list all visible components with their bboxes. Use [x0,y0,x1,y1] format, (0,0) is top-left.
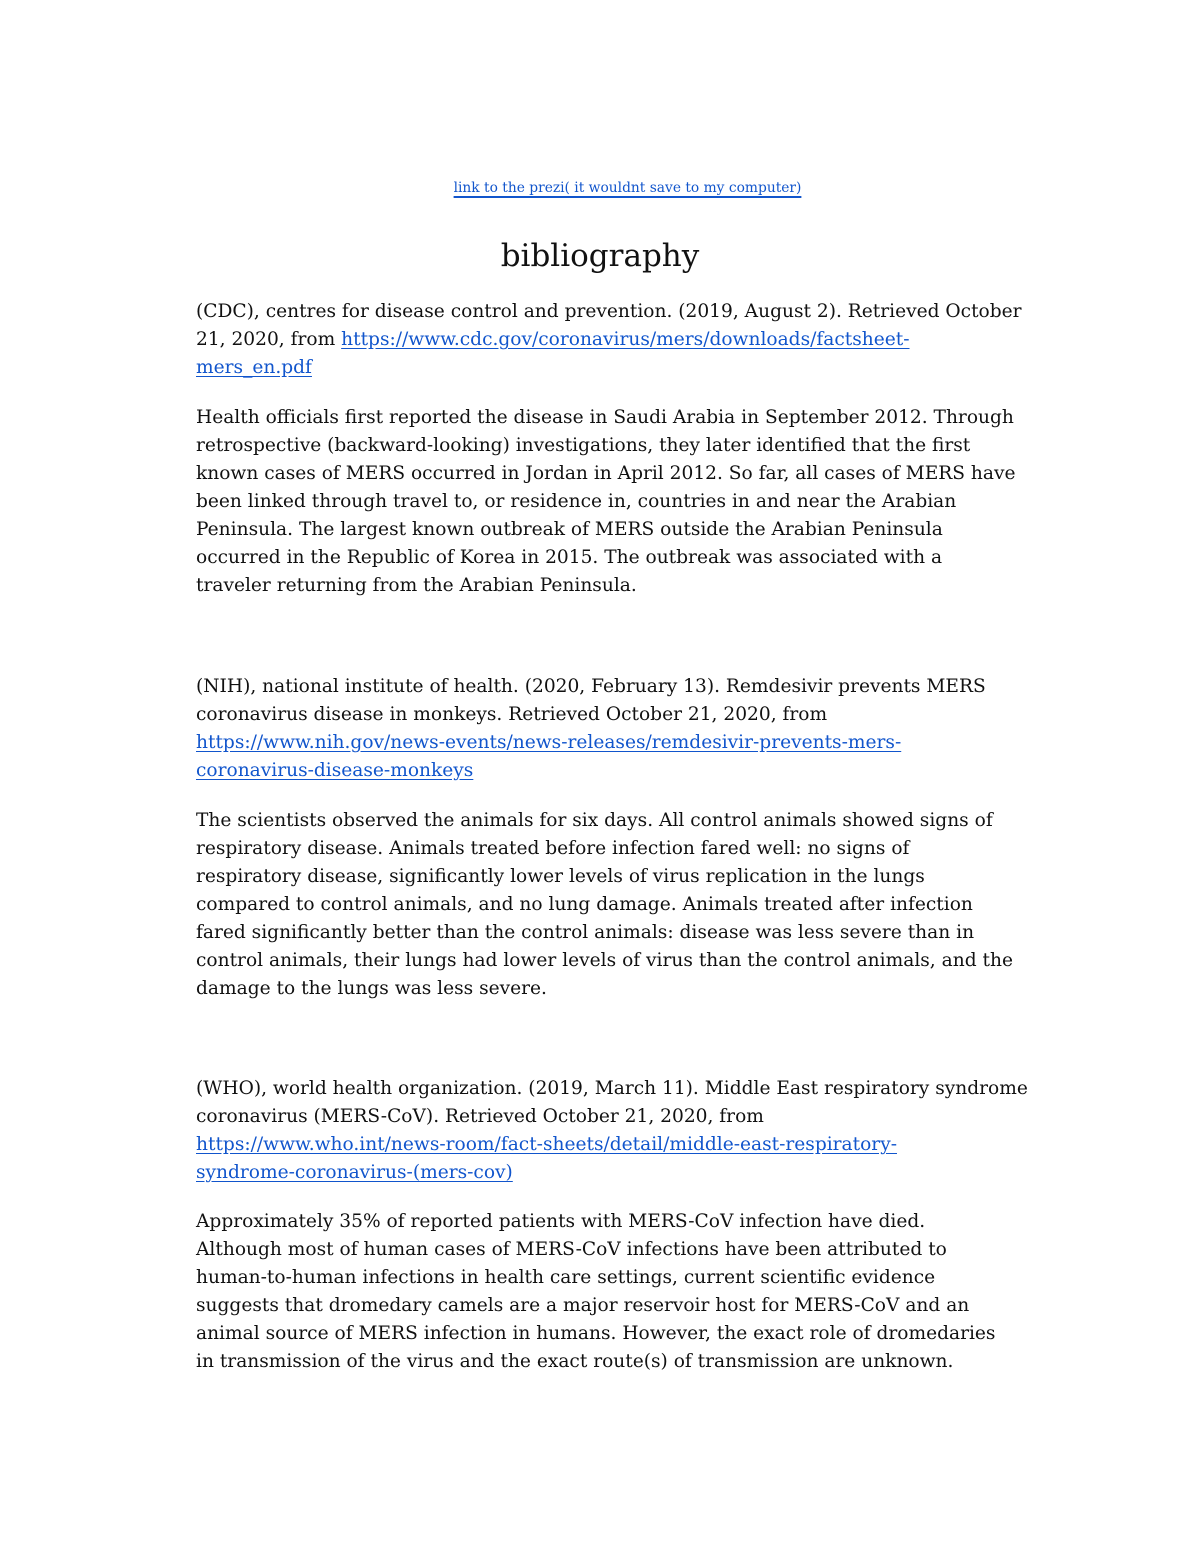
summary-line: been linked through travel to, or residence in, countries in and near the Arabian [196,491,957,512]
summary-line: fared significantly better than the control animals: disease was less severe than in [196,922,975,943]
summary-line: damage to the lungs was less severe. [196,978,547,999]
summary-line: control animals, their lungs had lower levels of virus than the control animals, and the [196,950,1013,971]
who-source-link[interactable]: https://www.who.int/news-room/fact-sheets/detail/middle-east-respiratory- [196,1134,897,1155]
citation-text: (CDC), centres for disease control and prevention. (2019, August 2). Retrieved October [196,301,1022,322]
summary-line: human-to-human infections in health care settings, current scientific evidence [196,1267,936,1288]
cdc-source-link[interactable]: https://www.cdc.gov/coronavirus/mers/downloads/factsheet- [341,329,910,350]
summary-line: respiratory disease. Animals treated before infection fared well: no signs of [196,838,910,859]
summary-nih [196,807,1076,1003]
summary-line: known cases of MERS occurred in Jordan in April 2012. So far, all cases of MERS have [196,463,1016,484]
citation-text-tail: 21, 2020, from [196,329,342,350]
nih-source-link[interactable]: https://www.nih.gov/news-events/news-releases/remdesivir-prevents-mers- [196,732,902,753]
summary-line: Approximately 35% of reported patients with MERS-CoV infection have died. [196,1211,926,1232]
citation-text: coronavirus disease in monkeys. Retrieved October 21, 2020, from [196,704,828,725]
summary-cdc [196,404,1076,600]
citation-text: (NIH), national institute of health. (2020, February 13). Remdesivir prevents MERS [196,676,986,697]
summary-line: animal source of MERS infection in humans. However, the exact role of dromedaries [196,1323,996,1344]
summary-line: respiratory disease, significantly lower levels of virus replication in the lungs [196,866,925,887]
citation-nih [196,673,1076,785]
summary-line: retrospective (backward-looking) investigations, they later identified that the first [196,435,971,456]
citation-cdc [196,298,1076,382]
summary-line: suggests that dromedary camels are a major reservoir host for MERS-CoV and an [196,1295,970,1316]
summary-line: compared to control animals, and no lung damage. Animals treated after infection [196,894,973,915]
summary-line: Although most of human cases of MERS-CoV infections have been attributed to [196,1239,947,1260]
summary-line: traveler returning from the Arabian Peninsula. [196,575,637,596]
summary-line: in transmission of the virus and the exact route(s) of transmission are unknown. [196,1351,954,1372]
citation-text [196,326,1076,354]
who-source-link-cont[interactable]: syndrome-coronavirus-(mers-cov) [196,1162,513,1183]
summary-line: Health officials first reported the disease in Saudi Arabia in September 2012. Through [196,407,1014,428]
page-title: bibliography [500,238,700,274]
summary-who [196,1208,1076,1376]
prezi-link[interactable]: link to the prezi( it wouldnt save to my computer) [453,180,802,196]
citation-text: (WHO), world health organization. (2019, March 11). Middle East respiratory syndrome [196,1078,1028,1099]
cdc-source-link-cont[interactable]: mers_en.pdf [196,357,312,378]
citation-who [196,1075,1076,1187]
summary-line: The scientists observed the animals for six days. All control animals showed signs of [196,810,993,831]
summary-line: occurred in the Republic of Korea in 2015. The outbreak was associated with a [196,547,943,568]
citation-text: coronavirus (MERS-CoV). Retrieved October 21, 2020, from [196,1106,764,1127]
nih-source-link-cont[interactable]: coronavirus-disease-monkeys [196,760,474,781]
summary-line: Peninsula. The largest known outbreak of MERS outside the Arabian Peninsula [196,519,943,540]
